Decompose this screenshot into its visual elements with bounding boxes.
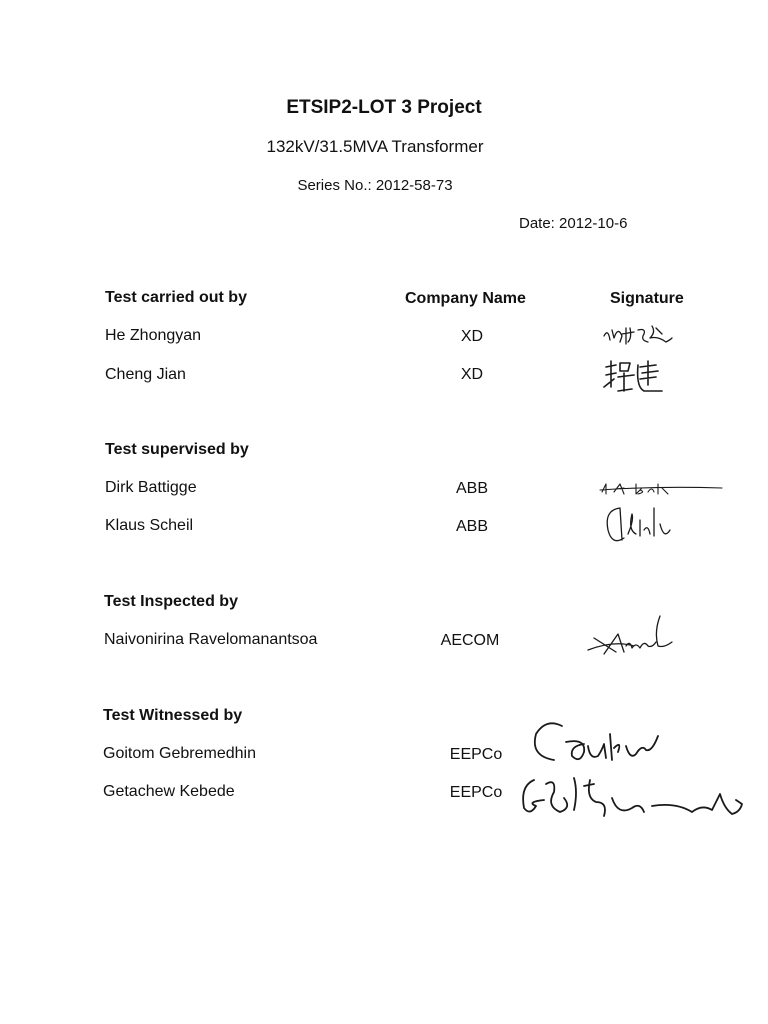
document-date: Date: 2012-10-6 bbox=[519, 215, 628, 232]
company-name: ABB bbox=[455, 518, 488, 535]
signature-klaus-scheil bbox=[598, 500, 678, 550]
signature-dirk-battigge bbox=[596, 478, 726, 500]
person-name: He Zhongyan bbox=[105, 327, 202, 344]
person-name: Goitom Gebremedhin bbox=[103, 745, 256, 762]
person-name: Naivonirina Ravelomanantsoa bbox=[104, 631, 318, 648]
signature-he-zhongyan bbox=[600, 318, 680, 348]
column-header-company: Company Name bbox=[405, 290, 526, 307]
company-name: ABB bbox=[455, 480, 488, 497]
column-header-signature: Signature bbox=[610, 290, 684, 307]
document-subtitle: 132kV/31.5MVA Transformer bbox=[266, 137, 484, 156]
signature-getachew-kebede bbox=[516, 772, 756, 832]
company-name: XD bbox=[460, 366, 484, 383]
person-name: Klaus Scheil bbox=[105, 517, 194, 534]
company-name: EEPCo bbox=[449, 784, 503, 801]
person-name: Dirk Battigge bbox=[105, 479, 197, 496]
section-heading-witnessed: Test Witnessed by bbox=[103, 707, 243, 724]
section-heading-carried-out: Test carried out by bbox=[105, 289, 247, 306]
document-title: ETSIP2-LOT 3 Project bbox=[286, 97, 482, 118]
person-name: Cheng Jian bbox=[105, 366, 186, 383]
company-name: AECOM bbox=[440, 632, 500, 649]
company-name: EEPCo bbox=[449, 746, 503, 763]
signature-naivonirina-ravelomanantsoa bbox=[584, 612, 684, 662]
person-name: Getachew Kebede bbox=[103, 783, 235, 800]
signature-goitom-gebremedhin bbox=[526, 716, 666, 776]
section-heading-supervised: Test supervised by bbox=[105, 441, 249, 458]
series-number: Series No.: 2012-58-73 bbox=[297, 177, 453, 194]
section-heading-inspected: Test Inspected by bbox=[104, 593, 238, 610]
company-name: XD bbox=[460, 328, 484, 345]
signature-cheng-jian bbox=[600, 357, 670, 397]
